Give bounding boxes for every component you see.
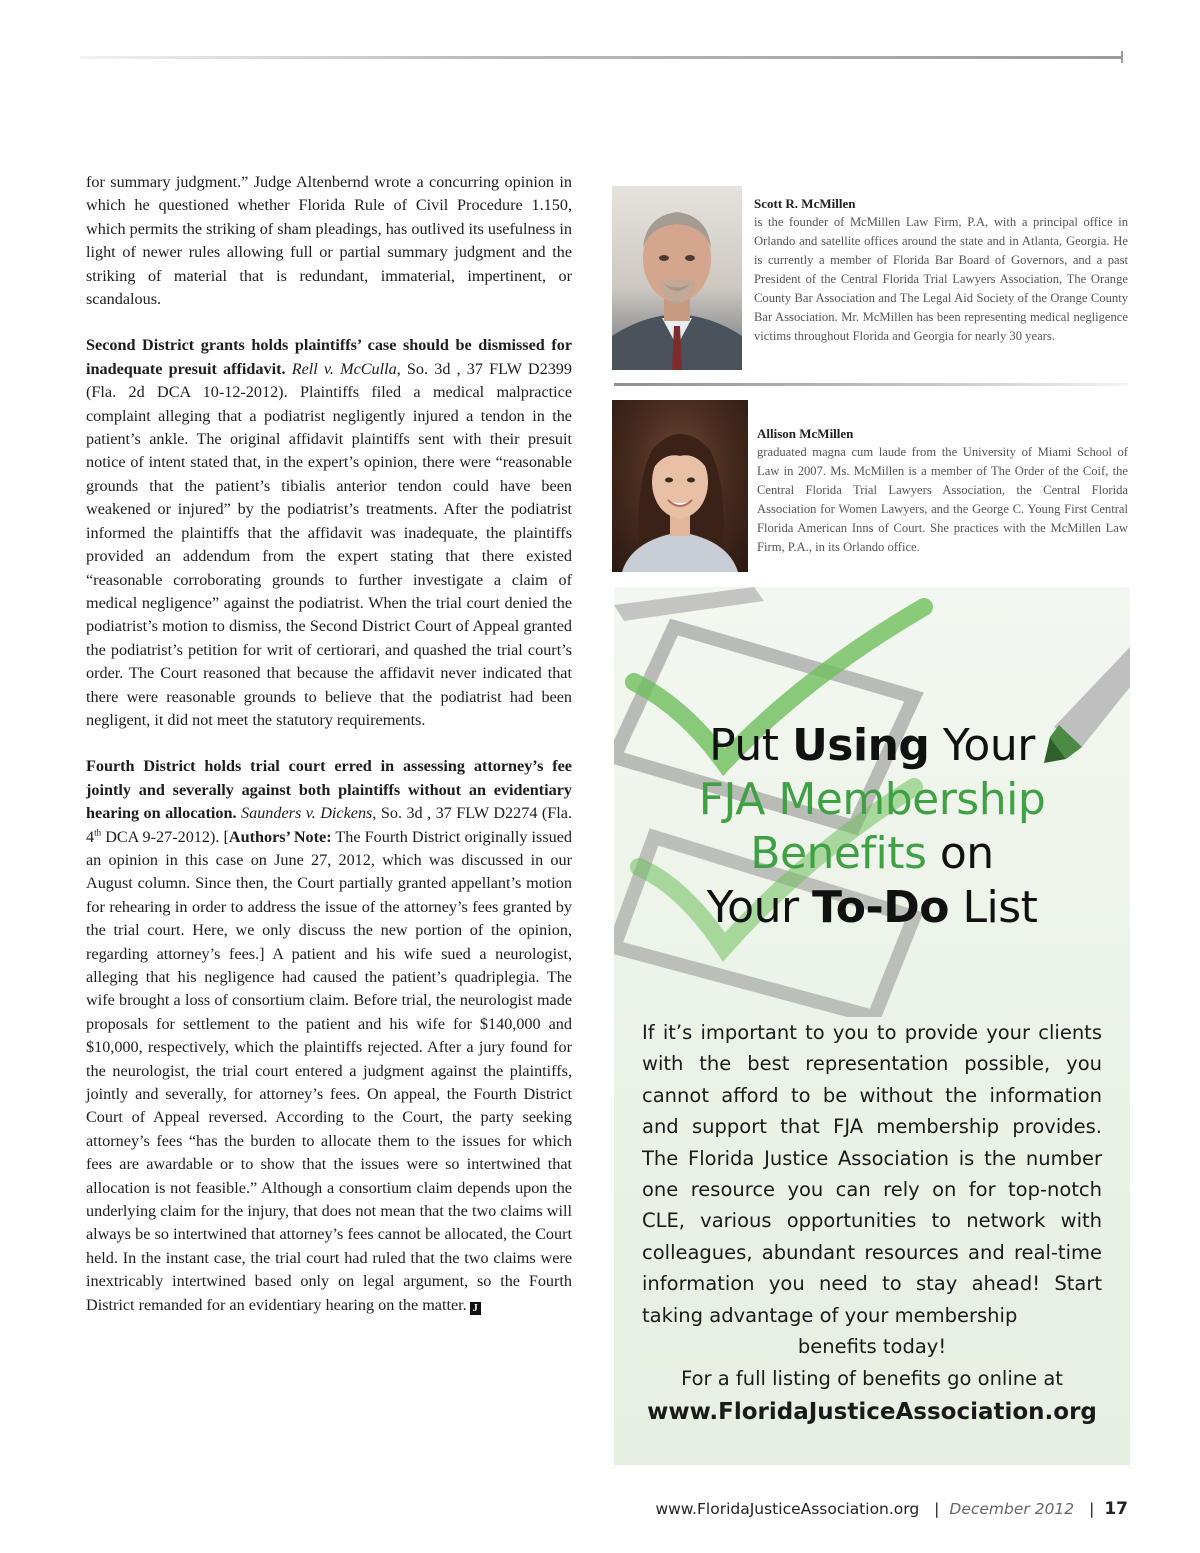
headline-put: Put xyxy=(709,720,779,771)
authors-note-label: Authors’ Note: xyxy=(228,827,332,846)
article-column xyxy=(86,171,572,1317)
ad-footer-text: For a full listing of benefits go online at xyxy=(681,1367,1063,1390)
ad-website-link[interactable]: www.FloridaJusticeAssociation.org xyxy=(647,1399,1097,1425)
headline-your-2: Your xyxy=(706,882,799,933)
case-rell xyxy=(86,334,572,732)
ad-body-last: benefits today! xyxy=(797,1335,947,1359)
bio-allison xyxy=(757,424,1128,557)
ad-body-text: If it’s important to you to provide your clients with the best representation possible, you cannot afford to be without the information and support that FJA membership provides. The Florida Justice Association is the number one resource you can rely on for top-notch CLE, various opportunities to network with colleagues, abundant resources and real-time information you need to stay ahead! Start taking advantage of your membership xyxy=(642,1021,1102,1327)
bio-allison-text: graduated magna cum laude from the University of Miami School of Law in 2007. Ms. McMillen is a member of The Order of the Coif, the Central Florida Trial Lawyers Association, the Central Florida Association for Women Lawyers, and the George C. Young First Central Florida American Inns of Court. She practices with the McMillen Law Firm, P.A., in its Orlando office. xyxy=(757,445,1128,554)
headline-benefits: Benefits xyxy=(750,828,927,879)
headline-your: Your xyxy=(942,720,1035,771)
top-rule-tick xyxy=(1121,51,1123,63)
case-rell-body: Plaintiffs filed a medical malpractice complaint alleging that a podiatrist negligently injured a tendon in the patient’s ankle. The original affidavit plaintiffs sent with their presuit notice of intent stated that, in the expert’s opinion, there were “reasonable grounds that the patient’s tibialis anterior tendon could have been weakened or injured” by the podiatrist’s treatments. After the podiatrist informed the plaintiffs that the affidavit was inadequate, the plaintiffs provided an addendum from the expert stating that there existed “reasonable corroborating grounds to further investigate a claim of medical negligence” against the podiatrist. When the trial court denied the podiatrist’s motion to dismiss, the Second District Court of Appeal granted the podiatrist’s petition for writ of certiorari, and quashed the trial court’s order. The Court reasoned that because the affidavit never indicated that there were reasonable grounds to believe that the podiatrist had been negligent, it did not meet the statutory requirements. xyxy=(86,383,573,729)
case-saunders-cite-name: Saunders v. Dickens xyxy=(241,804,373,823)
bio-divider xyxy=(614,383,1128,386)
headline-using: Using xyxy=(792,720,930,771)
case-rell-title: Second District grants holds plaintiffs’ case should be dismissed for inadequate presuit affidavit. xyxy=(86,336,572,378)
bio-scott-name: Scott R. McMillen xyxy=(754,196,856,211)
page-footer: www.FloridaJusticeAssociation.org | December 2012 | 17 xyxy=(655,1499,1128,1519)
case-saunders-cite-b: DCA 9-27-2012). [ xyxy=(101,827,229,846)
case-rell-cite: , So. 3d , 37 FLW D2399 (Fla. 2d DCA 10-12-2012). xyxy=(86,359,572,402)
headline-list: List xyxy=(962,882,1038,933)
end-mark-icon: J xyxy=(470,1302,481,1315)
top-rule xyxy=(80,56,1122,59)
case-saunders-title: Fourth District holds trial court erred in assessing attorney’s fee jointly and severally against both plaintiffs without an evidentiary hearing on allocation. xyxy=(86,757,572,823)
bio-allison-name: Allison McMillen xyxy=(757,426,854,441)
scott-mcmillen-photo xyxy=(612,186,742,370)
bio-scott xyxy=(754,194,1128,346)
fja-membership-ad xyxy=(614,587,1130,1465)
page-number: 17 xyxy=(1104,1499,1128,1519)
headline-to-do: To-Do xyxy=(812,882,949,933)
case-saunders-body: The Fourth District originally issued an opinion in this case on June 27, 2012, which was discussed in our August column. Since then, the Court partially granted appellant’s motion for rehearing in order to address the issue of the attorney’s fees granted by the trial court. Here, we only discuss the new portion of the opinion, regarding attorney’s fees.] A patient and his wife sued a neurologist, alleging that his negligence had caused the patient’s quadriplegia. The wife brought a loss of consortium claim. Before trial, the neurologist made proposals for settlement to the patient and his wife for $140,000 and $10,000, respectively, which the plaintiffs rejected. After a jury found for the neurologist, the trial court entered a judgment against the plaintiffs, jointly and severally, for attorney’s fees. On appeal, the Fourth District Court of Appeal reversed. According to the Court, the party seeking attorney’s fees “has the burden to allocate them to the issues for which fees are awardable or to show that the issues were so intertwined that allocation is not feasible.” Although a consortium claim depends upon the underlying claim for the injury, that does not mean that the two claims will always be so intertwined that attorney’s fees cannot be allocated, the Court held. In the instant case, the trial court had ruled that the two claims were inextricably intertwined based only on legal argument, so the Fourth District remanded for an evidentiary hearing on the matter. xyxy=(86,827,572,1314)
ad-body xyxy=(642,1017,1102,1362)
case-saunders-cite-a: , So. 3d , 37 FLW D2274 (Fla. 4 xyxy=(86,804,572,846)
footer-site[interactable]: www.FloridaJusticeAssociation.org xyxy=(655,1500,920,1518)
case-rell-cite-name: Rell v. McCulla xyxy=(291,359,397,378)
ad-footer xyxy=(614,1363,1130,1429)
case-saunders-cite-sup: th xyxy=(94,827,102,838)
headline-on: on xyxy=(939,828,994,879)
case-saunders xyxy=(86,755,572,1317)
bio-scott-text: is the founder of McMillen Law Firm, P.A, with a principal office in Orlando and satellite offices around the state and in Atlanta, Georgia. He is currently a member of Florida Bar Board of Governors, and a past President of the Central Florida Trial Lawyers Association, The Orange County Bar Association and The Legal Aid Society of the Orange County Bar Association. Mr. McMillen has been representing medical negligence victims throughout Florida and Georgia for nearly 30 years. xyxy=(754,215,1128,343)
ad-headline xyxy=(614,719,1130,935)
footer-date: December 2012 xyxy=(949,1500,1075,1518)
headline-fja-membership: FJA Membership xyxy=(698,774,1046,825)
allison-mcmillen-photo xyxy=(612,400,748,572)
paragraph-intro: for summary judgment.” Judge Altenbernd wrote a concurring opinion in which he questioned whether Florida Rule of Civil Procedure 1.150, which permits the striking of sham pleadings, has outlived its usefulness in light of newer rules allowing full or partial summary judgment and the striking of material that is redundant, immaterial, impertinent, or scandalous. xyxy=(86,173,572,309)
